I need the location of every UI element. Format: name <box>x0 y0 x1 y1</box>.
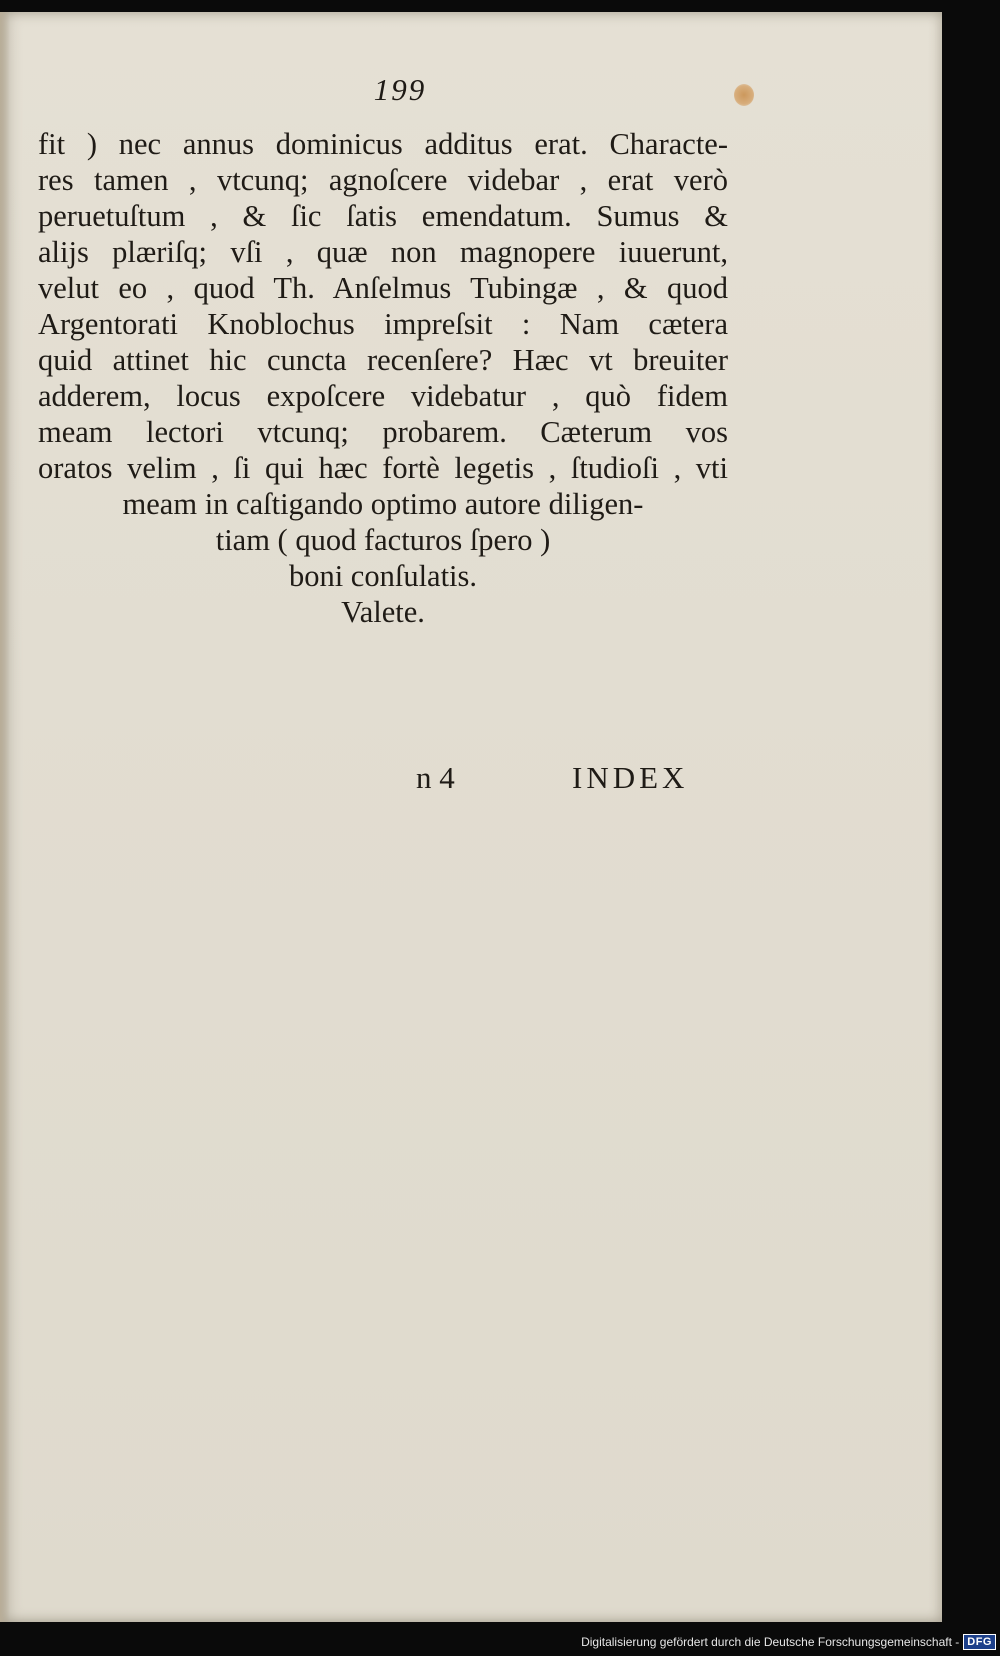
text-line: alijs plæriſq; vſi , quæ non magnopere iuuerunt, <box>38 235 728 269</box>
text-line: Argentorati Knoblochus impreſsit : Nam cætera <box>38 307 728 341</box>
text-line: tiam ( quod facturos ſpero ) <box>215 523 551 557</box>
text-line: adderem, locus expoſcere videbatur , quò fidem <box>38 379 728 413</box>
dfg-logo: DFG <box>963 1634 996 1650</box>
text-line: quid attinet hic cuncta recenſere? Hæc vt breuiter <box>38 343 728 377</box>
page-foot <box>0 760 942 800</box>
digitization-credit <box>581 1632 996 1652</box>
text-line: fit ) nec annus dominicus additus erat. Characte- <box>38 127 728 161</box>
book-page <box>0 12 942 1622</box>
credit-text: Digitalisierung gefördert durch die Deutsche Forschungsgemeinschaft - <box>581 1635 960 1649</box>
text-line: boni conſulatis. <box>288 559 478 593</box>
text-line: res tamen , vtcunq; agnoſcere videbar , erat verò <box>38 163 728 197</box>
text-line: peruetuſtum , & ſic ſatis emendatum. Sumus & <box>38 199 728 233</box>
catchword: INDEX <box>572 760 689 795</box>
signature-mark: n 4 <box>416 760 455 795</box>
text-line: meam in caſtigando optimo autore diligen- <box>122 487 644 521</box>
text-line: Valete. <box>341 595 425 629</box>
page-number: 199 <box>373 72 427 107</box>
text-line: meam lectori vtcunq; probarem. Cæterum vos <box>38 415 728 449</box>
text-line: oratos velim , ſi qui hæc fortè legetis , ſtudioſi , vti <box>38 451 728 485</box>
text-line: velut eo , quod Th. Anſelmus Tubingæ , & quod <box>38 271 728 305</box>
